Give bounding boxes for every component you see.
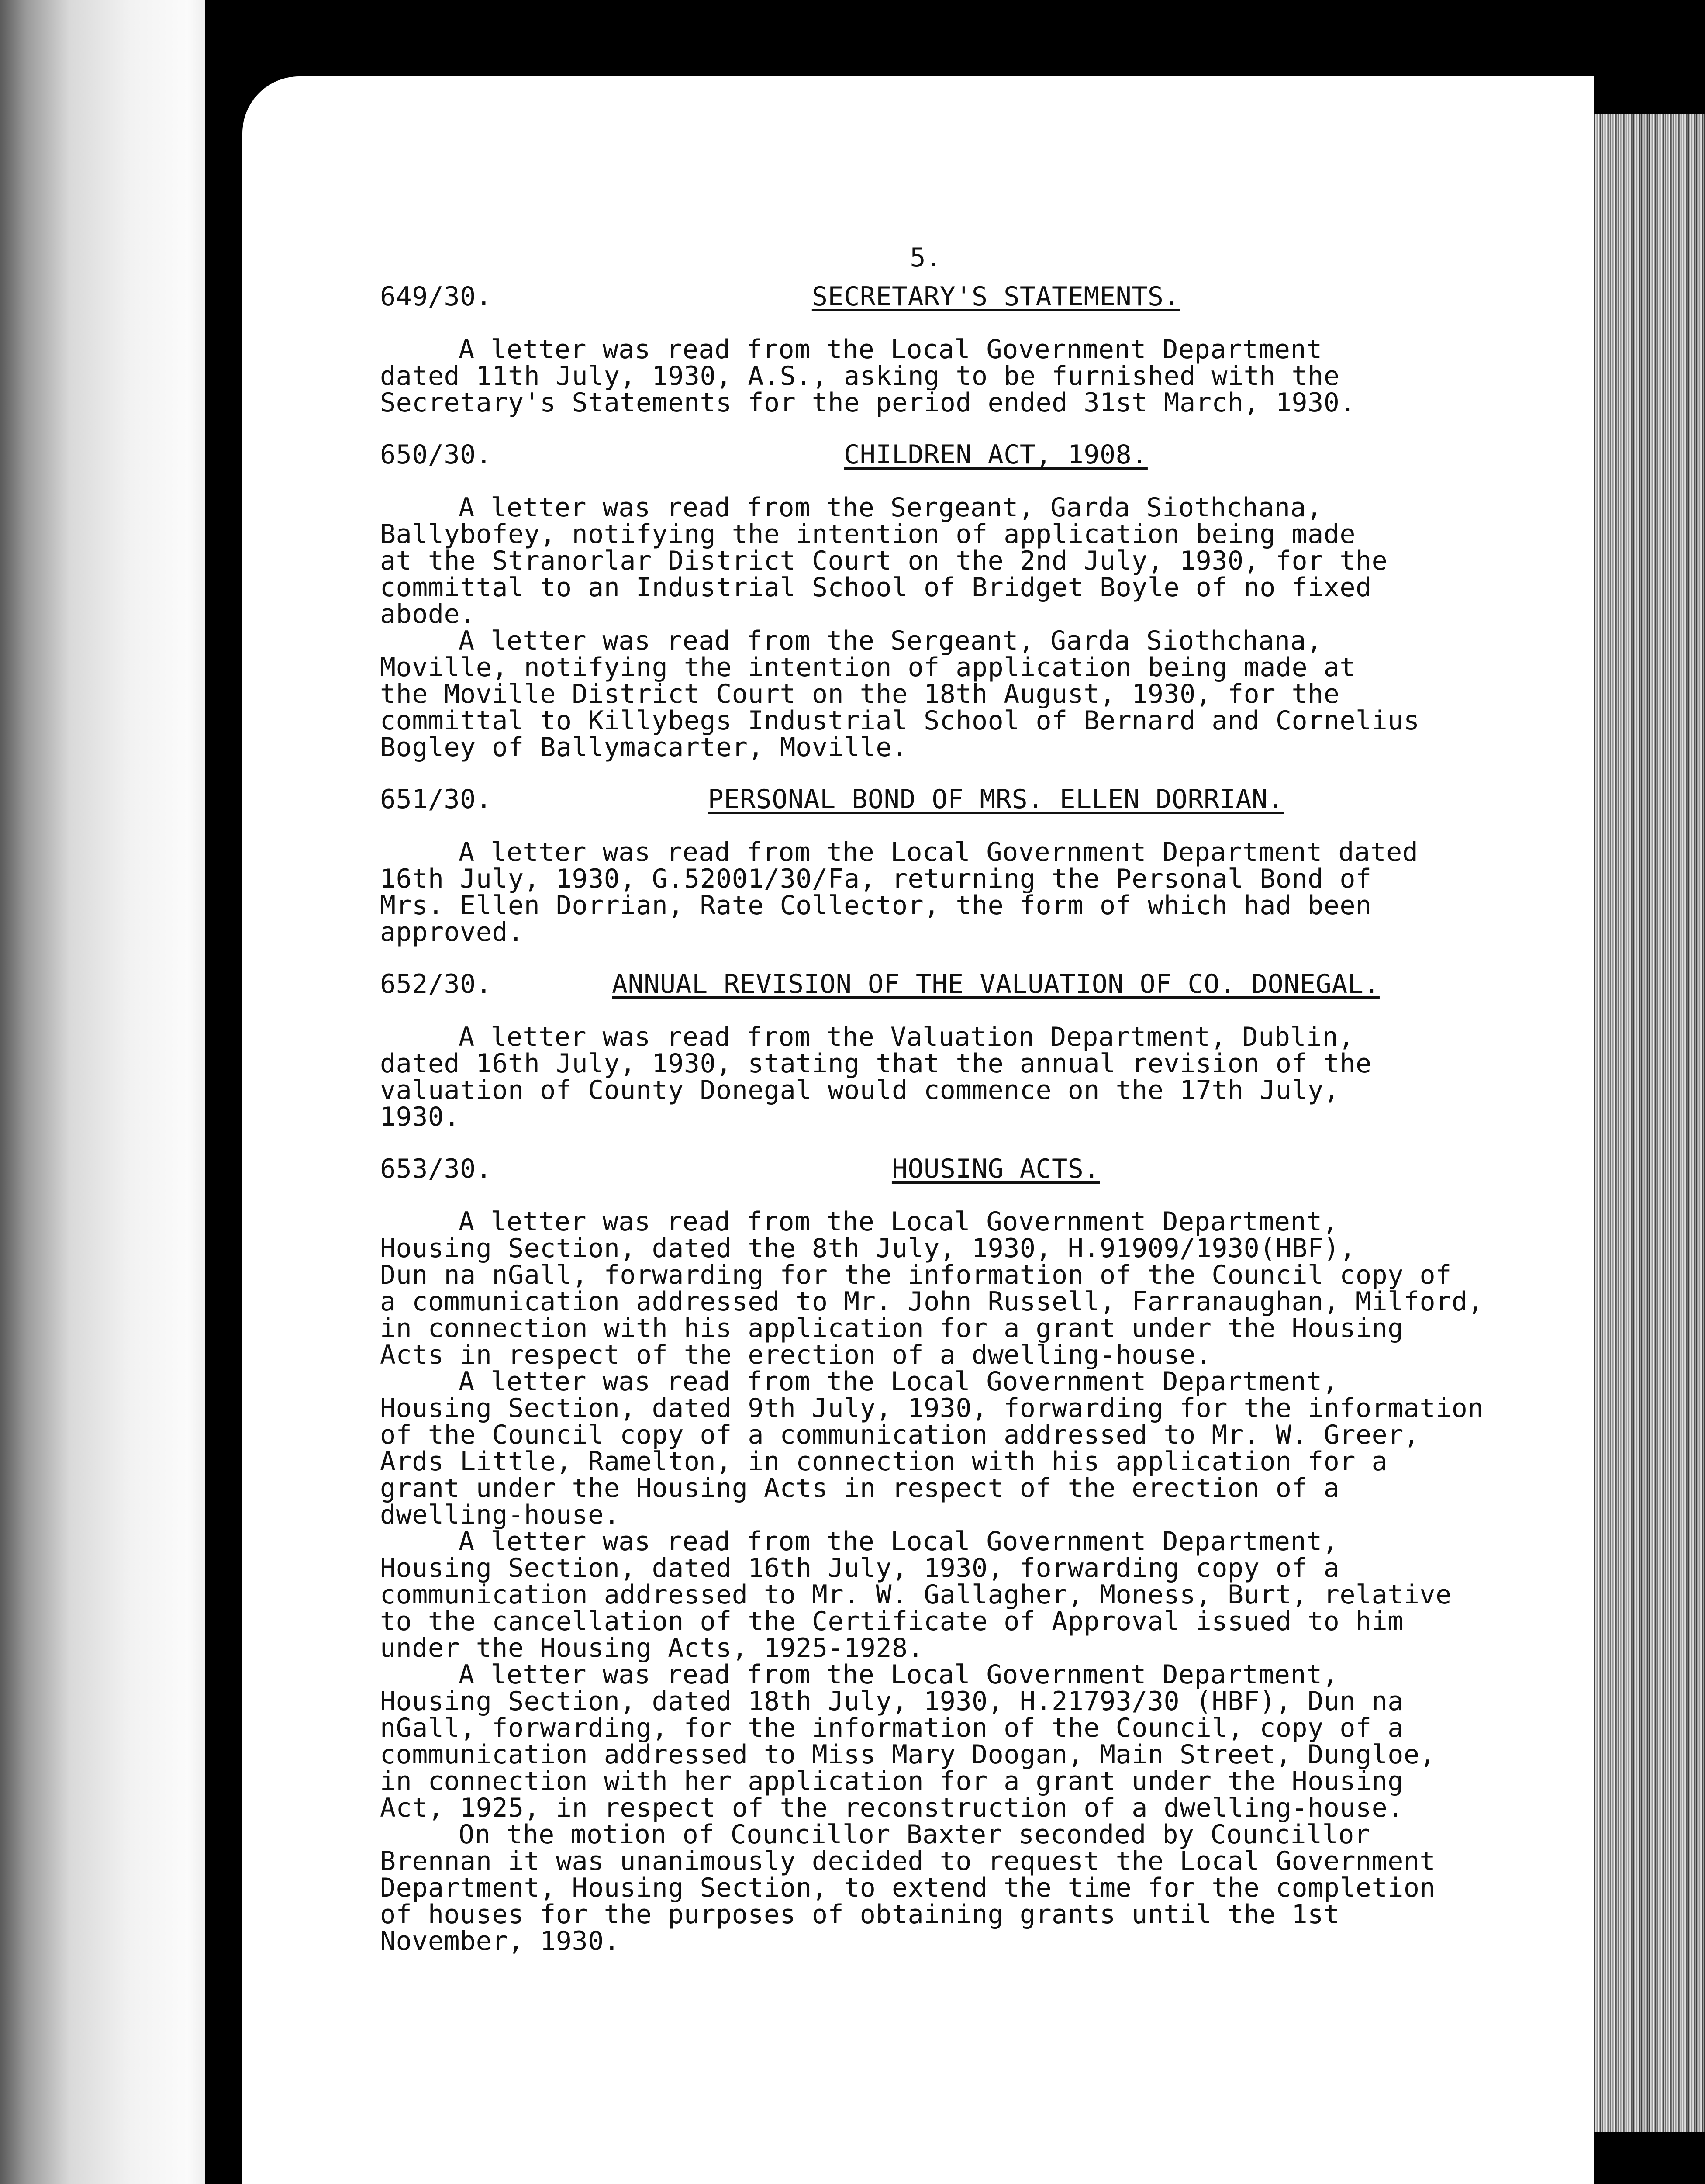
- minute-paragraph: A letter was read from the Valuation Department, Dublin, dated 16th July, 1930, stating that the annual revision of the valuation of County Donegal would commence on the 17th July, 1930.: [380, 1022, 1372, 1132]
- minute-heading: [380, 1156, 1585, 1182]
- minute-number: 650/30.: [380, 439, 492, 470]
- minute-heading: [380, 786, 1585, 813]
- minute-paragraph: A letter was read from the Sergeant, Garda Siothchana, Moville, notifying the intention of application being made at the Moville District Court on the 18th August, 1930, for the committal to Killybegs Industrial School of Bernard and Cornelius Bogley of Ballymacarter, Moville.: [380, 625, 1420, 763]
- page-edges-shadow-top: [1594, 0, 1705, 114]
- minute-number: 652/30.: [380, 969, 492, 999]
- minute-paragraph: A letter was read from the Local Government Department, Housing Section, dated 18th July, 1930, H.21793/30 (HBF), Dun na nGall, forwarding, for the information of the Council, copy of a communication addressed to Miss Mary Doogan, Main Street, Dungloe, in connection with her application for a grant under the Housing Act, 1925, in respect of the reconstruction of a dwelling-house.: [380, 1659, 1436, 1823]
- minute-paragraph: A letter was read from the Local Government Department, Housing Section, dated 16th July, 1930, forwarding copy of a communication addressed to Mr. W. Gallagher, Moness, Burt, relative to the cancellation of the Certificate of Approval issued to him under the Housing Acts, 1925-1928.: [380, 1526, 1452, 1663]
- minute-title: SECRETARY'S STATEMENTS.: [811, 281, 1180, 312]
- minute-number: 649/30.: [380, 281, 492, 312]
- page-edges: [1594, 0, 1705, 2184]
- page-number: 5.: [910, 242, 942, 273]
- minute-item: [380, 439, 1585, 763]
- minute-paragraph: On the motion of Councillor Baxter seconded by Councillor Brennan it was unanimously decided to request the Local Government Department, Housing Section, to extend the time for the completion of houses for the purposes of obtaining grants until the 1st November, 1930.: [380, 1819, 1436, 1956]
- book-gutter: [205, 0, 245, 2184]
- minute-title: PERSONAL BOND OF MRS. ELLEN DORRIAN.: [708, 784, 1284, 815]
- minute-paragraph: A letter was read from the Sergeant, Garda Siothchana, Ballybofey, notifying the intention of application being made at the Stranorlar District Court on the 2nd July, 1930, for the committal to an Industrial School of Bridget Boyle of no fixed abode.: [380, 492, 1388, 629]
- minute-heading: [380, 971, 1585, 998]
- minute-item: [380, 283, 1585, 416]
- minute-paragraph: A letter was read from the Local Government Department, Housing Section, dated 9th July, 1930, forwarding for the information of the Council copy of a communication addressed to Mr. W. Greer, Ards Little, Ramelton, in connection with his application for a grant under the Housing Acts in respect of the erection of a dwelling-house.: [380, 1366, 1484, 1530]
- minute-number: 653/30.: [380, 1154, 492, 1184]
- minute-title: HOUSING ACTS.: [891, 1154, 1100, 1184]
- minute-title: ANNUAL REVISION OF THE VALUATION OF CO. DONEGAL.: [612, 969, 1380, 999]
- minute-paragraph: A letter was read from the Local Government Department, Housing Section, dated the 8th July, 1930, H.91909/1930(HBF), Dun na nGall, forwarding for the information of the Council copy of a communication addressed to Mr. John Russell, Farranaughan, Milford, in connection with his application for a grant under the Housing Acts in respect of the erection of a dwelling-house.: [380, 1206, 1484, 1370]
- minute-item: [380, 1156, 1585, 1955]
- page-edges-shadow-bottom: [1594, 2132, 1705, 2184]
- minute-item: [380, 786, 1585, 946]
- minute-paragraph: A letter was read from the Local Government Department dated 16th July, 1930, G.52001/30/Fa, returning the Personal Bond of Mrs. Ellen Dorrian, Rate Collector, the form of which had been approved.: [380, 837, 1419, 947]
- minute-title: CHILDREN ACT, 1908.: [844, 439, 1148, 470]
- minute-heading: [380, 439, 1585, 470]
- minute-heading: [380, 283, 1585, 310]
- minute-number: 651/30.: [380, 784, 492, 815]
- minute-paragraph: A letter was read from the Local Government Department dated 11th July, 1930, A.S., asking to be furnished with the Secretary's Statements for the period ended 31st March, 1930.: [380, 334, 1356, 418]
- left-facing-page: [0, 0, 205, 2184]
- minutes-content: [380, 242, 1585, 1956]
- minute-item: [380, 971, 1585, 1130]
